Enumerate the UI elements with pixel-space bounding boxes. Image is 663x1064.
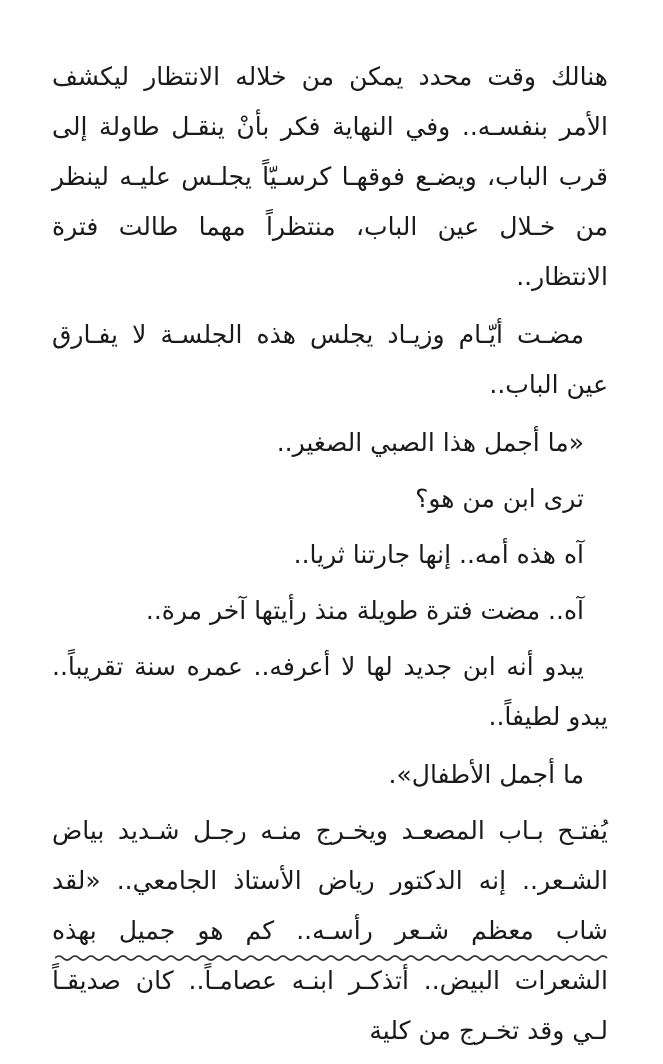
paragraph-elevator: يُفتـح بـاب المصعـد ويخـرج منـه رجـل شـديد بياض الشـعر.. إنه الدكتور رياض الأستاذ الجامعي.. «لقد شاب معظم شـعر رأسـه.. كم هو جميل بهذه الشعرات البيض.. أتذكـر ابنـه عصامـاً.. كان صديقـاً لـي وقد تخـرج من كلية bbox=[52, 816, 608, 1045]
monologue-line-4: آه.. مضت فترة طويلة منذ رأيتها آخر مرة.. bbox=[145, 596, 584, 625]
monologue-line-2: ترى ابن من هو؟ bbox=[415, 484, 584, 513]
monologue-paragraph: يبدو أنه ابن جديد لها لا أعرفه.. عمره سنة تقريباً.. يبدو لطيفاً.. bbox=[52, 652, 608, 731]
paragraph-days-passed: مضـت أيّـام وزيـاد يجلس هذه الجلسـة لا يفـارق عين الباب.. bbox=[52, 320, 608, 399]
monologue-line-5: ما أجمل الأطفال». bbox=[388, 760, 584, 789]
paragraph-opening: هنالك وقت محدد يمكن من خلاله الانتظار ليكشف الأمر بنفسـه.. وفي النهاية فكر بأنْ ينقـل طاولة إلى قرب الباب، ويضـع فوقهـا كرسـيّاً يجلـس عليـه لينظر من خـلال عين الباب، منتظراً مهما طالت فترة الانتظار.. bbox=[52, 62, 608, 291]
wavy-divider bbox=[55, 948, 608, 968]
page-body bbox=[52, 52, 608, 1064]
monologue-line-1: «ما أجمل هذا الصبي الصغير.. bbox=[276, 428, 584, 457]
monologue-line-3: آه هذه أمه.. إنها جارتنا ثريا.. bbox=[293, 540, 584, 569]
wavy-divider-line bbox=[55, 956, 607, 960]
